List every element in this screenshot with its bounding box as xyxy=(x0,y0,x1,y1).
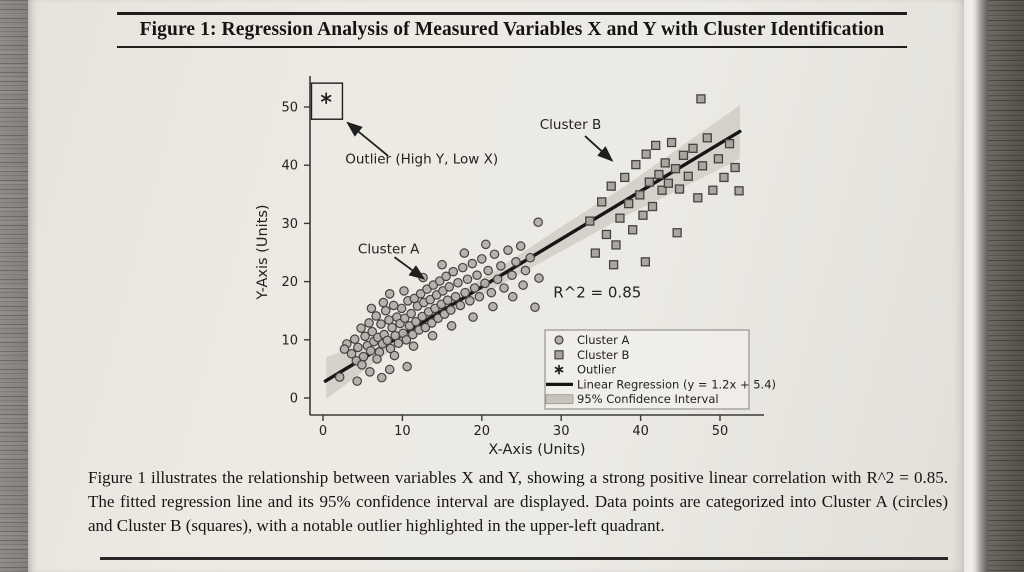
annotation-arrow xyxy=(585,136,612,160)
svg-text:40: 40 xyxy=(632,424,649,439)
svg-text:10: 10 xyxy=(281,333,298,349)
svg-text:20: 20 xyxy=(473,424,491,439)
annotation-label: Cluster A xyxy=(357,241,420,258)
legend-entry-label: Linear Regression (y = 1.2x + 5.4) xyxy=(577,377,777,392)
legend-entry-label: Cluster B xyxy=(577,347,630,362)
desk-wood-right xyxy=(988,0,1024,572)
svg-text:0: 0 xyxy=(318,424,328,439)
caption-rule xyxy=(100,557,948,560)
chart-legend xyxy=(545,330,776,409)
annotation-arrow xyxy=(394,257,423,279)
svg-text:0: 0 xyxy=(289,391,298,407)
figure-title: Figure 1: Regression Analysis of Measured Variables X and Y with Cluster Identification xyxy=(139,18,885,40)
scatter-plot-svg xyxy=(240,62,820,462)
paper-sheet xyxy=(28,0,964,572)
y-axis-label: Y-Axis (Units) xyxy=(255,204,271,300)
legend-entry-label: 95% Confidence Interval xyxy=(577,392,719,407)
svg-text:30: 30 xyxy=(281,216,298,232)
legend-entry-label: Outlier xyxy=(577,362,617,377)
annotation-label: R^2 = 0.85 xyxy=(553,283,642,302)
outlier-star xyxy=(322,93,331,103)
paper-stack-edge xyxy=(964,0,988,572)
svg-text:20: 20 xyxy=(281,275,298,291)
svg-text:50: 50 xyxy=(281,100,298,116)
svg-text:10: 10 xyxy=(394,424,411,439)
svg-text:30: 30 xyxy=(552,424,570,439)
svg-text:40: 40 xyxy=(281,158,298,174)
regression-scatter-chart xyxy=(240,62,820,462)
legend-entry-label: Cluster A xyxy=(577,333,630,347)
figure-title-block xyxy=(117,12,907,48)
desk-wood-left xyxy=(0,0,28,572)
annotation-label: Cluster B xyxy=(539,117,602,134)
x-axis-label: X-Axis (Units) xyxy=(488,442,586,458)
svg-text:50: 50 xyxy=(711,424,729,439)
title-rule-bottom xyxy=(117,46,907,49)
annotation-label: Outlier (High Y, Low X) xyxy=(345,151,499,168)
figure-caption: Figure 1 illustrates the relationship between variables X and Y, showing a strong positive linear correlation with R^2 = 0.85. The fitted regression line and its 95% confidence interval are displayed. Data points are categorized into Cluster A (circles) and Cluster B (squares), with a notable outlier highlighted in the upper-left quadrant. xyxy=(88,468,948,535)
